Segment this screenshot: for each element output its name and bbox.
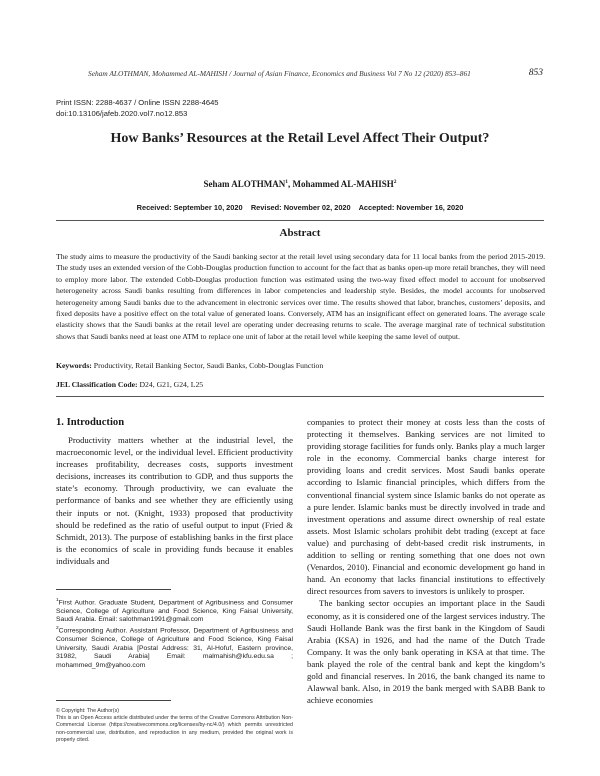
keywords-line (56, 360, 545, 371)
issn-line: Print ISSN: 2288-4637 / Online ISSN 2288-4645 (56, 98, 219, 107)
submission-dates: Received: September 10, 2020 Revised: November 02, 2020 Accepted: November 16, 2020 (136, 203, 464, 212)
jel-label: JEL Classification Code: (56, 380, 138, 389)
footnotes (56, 597, 293, 670)
author-2-affiliation-mark: 2 (393, 179, 397, 185)
section-heading-introduction: 1. Introduction (56, 417, 125, 428)
author-line (0, 179, 600, 189)
author-1-affiliation-mark: 1 (285, 179, 288, 185)
divider-bottom (56, 396, 544, 397)
abstract-heading: Abstract (279, 227, 321, 239)
footnote-mark-1: 1 (56, 598, 59, 603)
intro-paragraph-continued: companies to protect their money at costs less than the costs of protecting it themselves. Banking services are not limited to providing storage facilities for funds only. Banks play a much larger role in the economy. Commercial banks charge interest for providing loans and credit services. Most Saudi banks operate according to Islamic financial principles, which differs from the conventional financial system since Islamic banks do not operate as a pure lender. Islamic banks must be directly involved in trade and investment operations and assume direct ownership of real estate assets. Most Islamic scholars prohibit debt trading (except at face value) and purchasing of debt-based credit risk instruments, in addition to selling or renting something that one does not own (Venardos, 2010). Financial and economic development go hand in hand. An economy that lacks financial institutions to effectively direct resources from savers to investors is unlikely to prosper. (307, 417, 545, 597)
right-column (307, 416, 545, 706)
left-column (56, 434, 293, 567)
footnote-divider (56, 589, 171, 590)
footnote-2-text: Corresponding Author. Assistant Professor, Department of Agribusiness and Consumer Science, College of Agriculture and Food Science, King Faisal University, Saudi Arabia [Postal Address: 31, Al-Hofuf, Eastern province, 31982, Saudi Arabia] Email: malmahish@kfu.edu.sa ; mohammed_9m@yahoo.com (56, 627, 293, 669)
keywords-text: Productivity, Retail Banking Sector, Saudi Banks, Cobb-Douglas Function (91, 361, 324, 370)
author-separator: , (288, 179, 293, 189)
issn-block (56, 98, 219, 119)
author-1: Seham ALOTHMAN (203, 179, 286, 189)
divider-top (56, 220, 544, 221)
author-2: Mohammed AL-MAHISH (292, 179, 394, 189)
keywords-label: Keywords: (56, 361, 92, 370)
footnote-first-author (56, 597, 293, 625)
jel-text: D24, G21, G24, L25 (137, 380, 204, 389)
doi-line: doi:10.13106/jafeb.2020.vol7.no12.853 (56, 108, 188, 118)
footnote-mark-2: 2 (56, 626, 59, 632)
license-text: This is an Open Access article distributed under the terms of the Creative Commons Attribution Non-Commercial License (https://creativecommons.org/licenses/by-nc/4.0/) which permits unrestricted non-commercial use, distribution, and reproduction in any medium, provided the original work is properly cited. (56, 715, 293, 743)
footnote-corresponding-author (56, 625, 293, 670)
paper-title: How Banks’ Resources at the Retail Level Affect Their Output? (110, 131, 490, 146)
abstract-text: The study aims to measure the productivity of the Saudi banking sector at the retail level using secondary data for 11 local banks from the period 2015-2019. The study uses an extended version of the Cobb-Douglas production function to account for the fact that as banks open-up more retail branches, they will need to employ more labor. The extended Cobb-Douglas production function was estimated using the two-way fixed effect model to account for unobserved heterogeneity across Saudi banks resulting from differences in labor competencies and leadership style. Besides, the model accounts for unobserved heterogeneity among Saudi banks due to the advancement in electronic services over time. The results showed that labor, branches, customers’ deposits, and fixed deposits have a positive effect on the total value of generated loans. Conversely, ATM has an insignificant effect on generated loans. The average scale elasticity shows that the Saudi banks at the retail level are operating under decreasing returns to scale. The average marginal rate of technical substitution shows that Saudi banks need at least one ATM to replace one unit of labor at the retail level while keeping the same level of output. (56, 252, 545, 341)
copyright-line: © Copyright: The Author(s) (56, 708, 119, 714)
intro-paragraph-banking-sector: The banking sector occupies an important place in the Saudi economy, as it is considered one of the largest services industry. The Saudi Hollande Bank was the first bank in the Kingdom of Saudi Arabia (KSA) in 1926, and had the name of the Dutch Trade Company. It was the only bank operating in KSA at that time. The bank played the role of the central bank and kept the kingdom’s gold and financial reserves. In 2016, the bank changed its name to Alawwal bank. Also, in 2019 the bank merged with SABB Bank to achieve economies (307, 598, 545, 706)
footnote-1-text: First Author. Graduate Student, Department of Agribusiness and Consumer Science, College of Agriculture and Food Science, King Faisal University, Saudi Arabia. Email: salothman1991@gmail.com (56, 599, 293, 624)
running-header (0, 69, 600, 83)
copyright-divider (56, 700, 171, 701)
intro-paragraph: Productivity matters whether at the industrial level, the macroeconomic level, or the individual level. Efficient productivity increases profitability, decreases costs, supports investment decisions, increases its contribution to GDP, and thus supports the state’s economy. Through productivity, we can evaluate the performance of banks and see whether they are efficiently using their inputs or not. (Knight, 1933) proposed that productivity should be redefined as the ratio of useful output to input (Fried & Schmidt, 2013). The purpose of establishing banks in the first place is the economics of scale in providing funds because it enables individuals and (56, 435, 293, 566)
copyright-notice (56, 708, 293, 744)
page-number: 853 (528, 68, 543, 78)
jel-line (56, 379, 545, 390)
running-head: Seham ALOTHMAN, Mohammed AL-MAHISH / Journal of Asian Finance, Economics and Business Vol 7 No 12 (2020) 853–861 (88, 69, 471, 78)
